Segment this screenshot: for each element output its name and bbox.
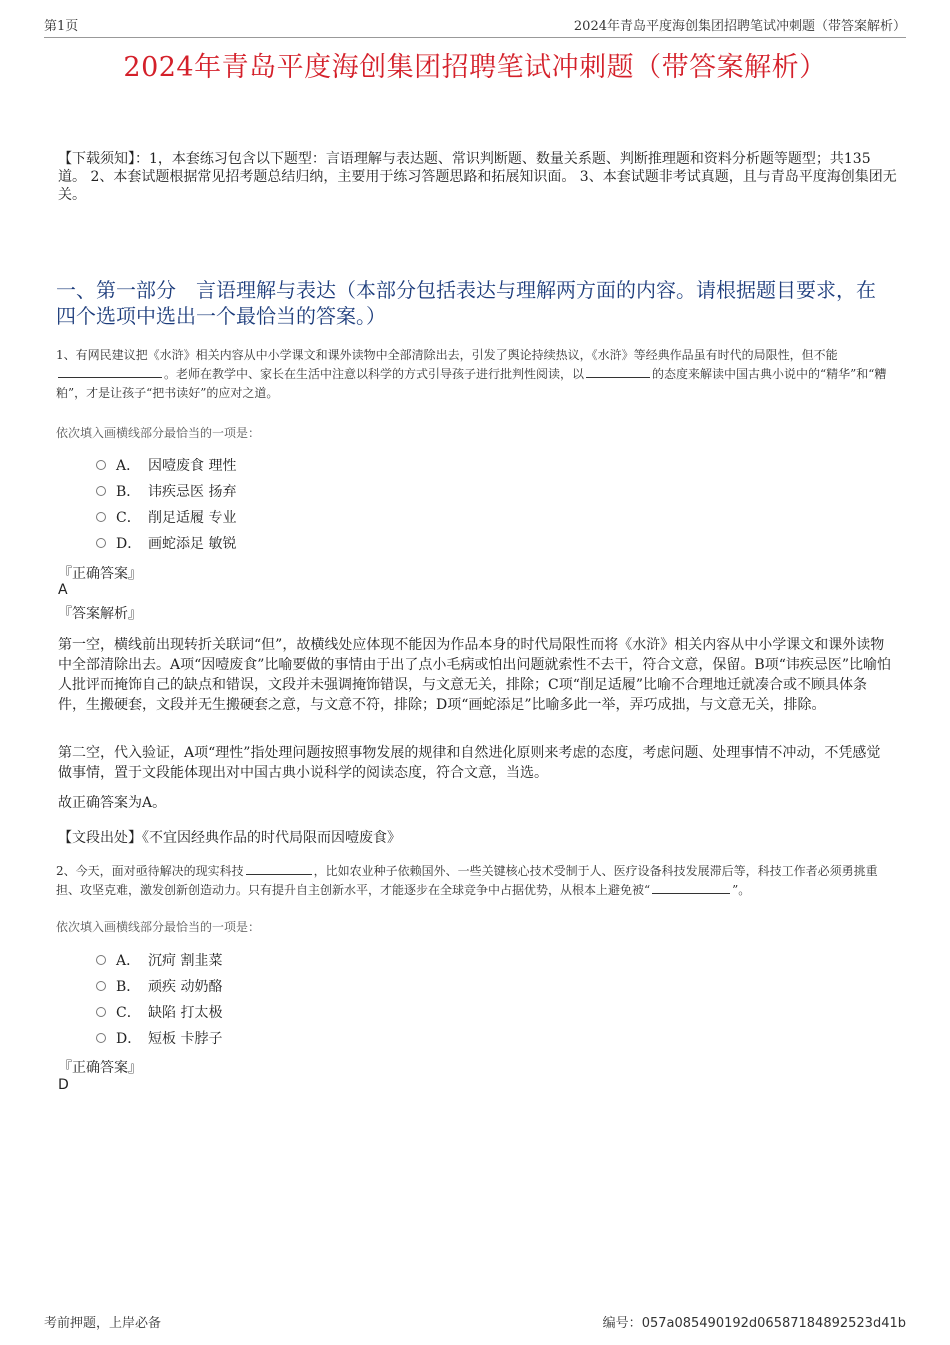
option-letter: C． [116,1005,141,1021]
option-text: 缺陷 打太极 [148,1005,223,1021]
option-letter: C． [116,510,141,526]
question-2-prompt: 依次填入画横线部分最恰当的一项是： [56,920,261,934]
analysis-conclusion: 故正确答案为A。 [58,795,167,811]
footer-code [603,1312,906,1331]
question-2-options [96,947,222,1051]
question-1-text-part: 的态度来解读中国古典小说中的“精华”和“糟粕”，才是让孩子“把书读好”的应对之道。 [56,367,887,400]
radio-icon[interactable] [96,486,106,496]
option-text: 画蛇添足 敏锐 [148,536,237,552]
option-letter: B． [116,484,141,500]
option-d[interactable] [96,530,236,556]
question-1-text-part: 1、有网民建议把《水浒》相关内容从中小学课文和课外读物中全部清除出去，引发了舆论持续热议，《水浒》等经典作品虽有时代的局限性，但不能 [56,348,838,362]
option-a[interactable] [96,452,236,478]
download-notice: 【下载须知】：1，本套练习包含以下题型：言语理解与表达题、常识判断题、数量关系题、判断推理题和资料分析题等题型；共135道。 2、本套试题根据常见招考题总结归纳，主要用于练习答题思路和拓展知识面。 3、本套试题非考试真题，且与青岛平度海创集团无关。 [58,151,897,203]
radio-icon[interactable] [96,460,106,470]
option-letter: A． [116,458,141,474]
document-title: 2024年青岛平度海创集团招聘笔试冲刺题（带答案解析） [123,52,827,83]
radio-icon[interactable] [96,981,106,991]
option-text: 顽疾 动奶酪 [148,979,223,995]
option-b[interactable] [96,478,236,504]
section-title: 一、第一部分 言语理解与表达（本部分包括表达与理解两方面的内容。请根据题目要求，在四个选项中选出一个最恰当的答案。） [56,278,876,328]
option-d[interactable] [96,1025,222,1051]
option-text: 削足适履 专业 [148,510,237,526]
radio-icon[interactable] [96,1033,106,1043]
analysis-paragraph-2: 第二空，代入验证，A项“理性”指处理问题按照事物发展的规律和自然进化原则来考虑的态度，考虑问题、处理事情不冲动，不凭感觉做事情，置于文段能体现出对中国古典小说科学的阅读态度，符合文意，当选。 [58,745,881,781]
question-2-text-part: ，比如农业种子依赖国外、一些关键核心技术受制于人、医疗设备科技发展滞后等，科技工作者必须勇挑重担、攻坚克难，激发创新创造动力。只有提升自主创新水平，才能逐步在全球竞争中占据优势，从根本上避免被“ [56,864,878,897]
answer-blank [586,365,650,378]
option-a[interactable] [96,947,222,973]
question-1-options [96,452,236,556]
page-number: 第1页 [44,19,79,34]
footer-code-value: 057a085490192d06587184892523d41b [641,1316,906,1331]
option-text: 因噎废食 理性 [148,458,237,474]
option-letter: A． [116,953,141,969]
radio-icon[interactable] [96,1007,106,1017]
answer-blank [246,862,312,875]
page-header [44,14,906,38]
option-letter: D． [116,1031,142,1047]
option-text: 短板 卡脖子 [148,1031,223,1047]
option-c[interactable] [96,999,222,1025]
correct-answer: D [58,1077,69,1093]
correct-answer-label: 『正确答案』 [58,566,142,582]
option-c[interactable] [96,504,236,530]
question-2-text-part: 2、今天，面对亟待解决的现实科技 [56,864,244,878]
answer-blank [58,365,162,378]
correct-answer: A [58,582,68,598]
header-doc-title: 2024年青岛平度海创集团招聘笔试冲刺题（带答案解析） [573,19,906,34]
option-letter: B． [116,979,141,995]
radio-icon[interactable] [96,955,106,965]
footer-slogan: 考前押题，上岸必备 [44,1316,162,1331]
question-2-text-part: ”。 [732,883,751,897]
option-text: 讳疾忌医 扬弃 [148,484,237,500]
answer-blank [652,881,730,894]
option-b[interactable] [96,973,222,999]
correct-answer-label: 『正确答案』 [58,1060,142,1076]
option-text: 沉疴 割韭菜 [148,953,223,969]
analysis-paragraph-1: 第一空，横线前出现转折关联词“但”，故横线处应体现不能因为作品本身的时代局限性而将《水浒》相关内容从中小学课文和课外读物中全部清除出去。A项“因噎废食”比喻要做的事情由于出了点小毛病或怕出问题就索性不去干，符合文意，保留。B项“讳疾忌医”比喻怕人批评而掩饰自己的缺点和错误，文段并未强调掩饰错误，与文意无关，排除；C项“削足适履”比喻不合理地迁就凑合或不顾具体条件，生搬硬套，文段并无生搬硬套之意，与文意不符，排除；D项“画蛇添足”比喻多此一举，弄巧成拙，与文意无关，排除。 [58,637,892,713]
question-1-prompt: 依次填入画横线部分最恰当的一项是： [56,426,261,440]
analysis-label: 『答案解析』 [58,606,142,622]
text-source: 【文段出处】《不宜因经典作品的时代局限而因噎废食》 [58,830,401,846]
footer-code-label: 编号： [602,1316,642,1331]
radio-icon[interactable] [96,538,106,548]
radio-icon[interactable] [96,512,106,522]
option-letter: D． [116,536,142,552]
question-2-text [56,862,896,900]
question-1-text-part: 。老师在教学中、家长在生活中注意以科学的方式引导孩子进行批判性阅读，以 [164,367,585,381]
page-footer [44,1312,906,1331]
question-1-text [56,346,896,403]
